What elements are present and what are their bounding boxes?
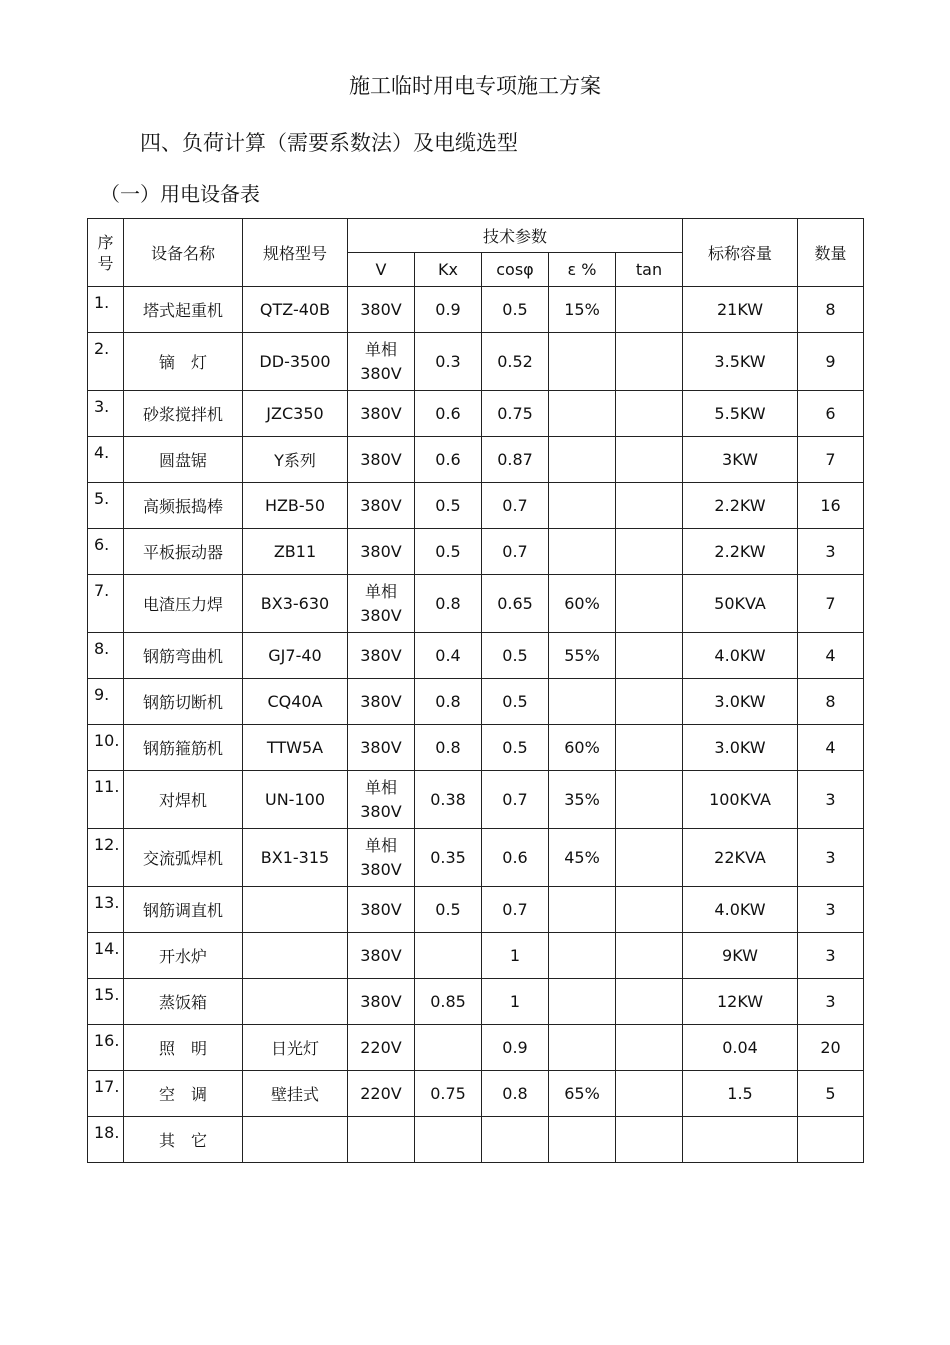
- cos-value: 0.5: [482, 287, 549, 333]
- equipment-name: 蒸饭箱: [124, 979, 243, 1025]
- row-number: 11.: [88, 771, 124, 829]
- row-number: 18.: [88, 1117, 124, 1163]
- row-number: 10.: [88, 725, 124, 771]
- quantity: 9: [798, 333, 864, 391]
- voltage-line1: 380V: [360, 403, 402, 423]
- equipment-name: 钢筋弯曲机: [124, 633, 243, 679]
- tan-value: [616, 829, 683, 887]
- quantity: 3: [798, 979, 864, 1025]
- voltage: [348, 391, 415, 437]
- equipment-name: 塔式起重机: [124, 287, 243, 333]
- voltage-line1: 380V: [360, 691, 402, 711]
- equipment-model: JZC350: [243, 391, 348, 437]
- header-seq-line2: 号: [97, 253, 114, 273]
- tan-value: [616, 979, 683, 1025]
- kx-value: 0.6: [415, 437, 482, 483]
- quantity: 4: [798, 725, 864, 771]
- epsilon-value: [549, 1025, 616, 1071]
- tan-value: [616, 933, 683, 979]
- epsilon-value: 60%: [549, 725, 616, 771]
- voltage: [348, 725, 415, 771]
- table-row: [88, 437, 864, 483]
- kx-value: 0.35: [415, 829, 482, 887]
- equipment-model: HZB-50: [243, 483, 348, 529]
- voltage: [348, 575, 415, 633]
- header-tan: tan: [616, 253, 683, 287]
- row-number: 13.: [88, 887, 124, 933]
- rated-capacity: 100KVA: [683, 771, 798, 829]
- kx-value: 0.8: [415, 725, 482, 771]
- quantity: 3: [798, 771, 864, 829]
- table-row: [88, 287, 864, 333]
- equipment-model: BX3-630: [243, 575, 348, 633]
- quantity: 8: [798, 679, 864, 725]
- equipment-table: [87, 218, 864, 1163]
- equipment-model: [243, 887, 348, 933]
- row-number: 9.: [88, 679, 124, 725]
- tan-value: [616, 679, 683, 725]
- row-number: 5.: [88, 483, 124, 529]
- equipment-model: DD-3500: [243, 333, 348, 391]
- cos-value: 0.7: [482, 887, 549, 933]
- voltage: [348, 887, 415, 933]
- equipment-name: 照 明: [124, 1025, 243, 1071]
- voltage-line1: 380V: [360, 541, 402, 561]
- voltage-line1: 220V: [360, 1037, 402, 1057]
- rated-capacity: 2.2KW: [683, 529, 798, 575]
- epsilon-value: 15%: [549, 287, 616, 333]
- kx-value: [415, 933, 482, 979]
- header-tech-params: 技术参数: [348, 219, 683, 253]
- row-number: 17.: [88, 1071, 124, 1117]
- quantity: 4: [798, 633, 864, 679]
- table-row: [88, 933, 864, 979]
- rated-capacity: 2.2KW: [683, 483, 798, 529]
- voltage: [348, 483, 415, 529]
- kx-value: 0.8: [415, 575, 482, 633]
- quantity: 7: [798, 575, 864, 633]
- rated-capacity: 3.5KW: [683, 333, 798, 391]
- epsilon-value: [549, 933, 616, 979]
- voltage: [348, 633, 415, 679]
- header-voltage: V: [348, 253, 415, 287]
- table-row: [88, 575, 864, 633]
- header-qty: 数量: [798, 219, 864, 287]
- voltage: [348, 933, 415, 979]
- voltage-line2: 380V: [360, 859, 402, 879]
- kx-value: 0.38: [415, 771, 482, 829]
- equipment-model: 日光灯: [243, 1025, 348, 1071]
- voltage-line1: 380V: [360, 495, 402, 515]
- equipment-name: 钢筋调直机: [124, 887, 243, 933]
- kx-value: 0.85: [415, 979, 482, 1025]
- cos-value: 0.65: [482, 575, 549, 633]
- row-number: 8.: [88, 633, 124, 679]
- voltage: [348, 679, 415, 725]
- epsilon-value: 65%: [549, 1071, 616, 1117]
- equipment-name: 钢筋切断机: [124, 679, 243, 725]
- table-row: [88, 1025, 864, 1071]
- voltage-line1: 380V: [360, 991, 402, 1011]
- kx-value: 0.4: [415, 633, 482, 679]
- row-number: 14.: [88, 933, 124, 979]
- cos-value: 0.7: [482, 483, 549, 529]
- quantity: 3: [798, 529, 864, 575]
- kx-value: [415, 1025, 482, 1071]
- equipment-name: 砂浆搅拌机: [124, 391, 243, 437]
- header-seq: [88, 219, 124, 287]
- kx-value: 0.5: [415, 887, 482, 933]
- equipment-model: GJ7-40: [243, 633, 348, 679]
- table-row: [88, 391, 864, 437]
- kx-value: 0.8: [415, 679, 482, 725]
- voltage: [348, 1117, 415, 1163]
- epsilon-value: [549, 979, 616, 1025]
- voltage-line2: 380V: [360, 605, 402, 625]
- header-epsilon: ε %: [549, 253, 616, 287]
- rated-capacity: 4.0KW: [683, 633, 798, 679]
- cos-value: 0.87: [482, 437, 549, 483]
- voltage: [348, 287, 415, 333]
- equipment-name: 电渣压力焊: [124, 575, 243, 633]
- epsilon-value: [549, 333, 616, 391]
- row-number: 15.: [88, 979, 124, 1025]
- table-row: [88, 887, 864, 933]
- equipment-model: [243, 933, 348, 979]
- epsilon-value: 60%: [549, 575, 616, 633]
- epsilon-value: [549, 391, 616, 437]
- tan-value: [616, 287, 683, 333]
- voltage-line2: 380V: [360, 801, 402, 821]
- voltage: [348, 979, 415, 1025]
- document-title: 施工临时用电专项施工方案: [349, 74, 601, 98]
- voltage: [348, 829, 415, 887]
- tan-value: [616, 633, 683, 679]
- voltage-line1: 380V: [360, 737, 402, 757]
- cos-value: 0.5: [482, 633, 549, 679]
- quantity: 8: [798, 287, 864, 333]
- cos-value: 0.6: [482, 829, 549, 887]
- rated-capacity: 0.04: [683, 1025, 798, 1071]
- header-name: 设备名称: [124, 219, 243, 287]
- voltage-line1: 单相: [364, 581, 397, 601]
- tan-value: [616, 333, 683, 391]
- kx-value: 0.3: [415, 333, 482, 391]
- epsilon-value: 45%: [549, 829, 616, 887]
- epsilon-value: [549, 887, 616, 933]
- header-capacity: 标称容量: [683, 219, 798, 287]
- epsilon-value: [549, 483, 616, 529]
- kx-value: 0.5: [415, 529, 482, 575]
- quantity: 3: [798, 887, 864, 933]
- cos-value: 1: [482, 933, 549, 979]
- voltage-line2: 380V: [360, 363, 402, 383]
- tan-value: [616, 529, 683, 575]
- equipment-name: 平板振动器: [124, 529, 243, 575]
- cos-value: 0.52: [482, 333, 549, 391]
- tan-value: [616, 1117, 683, 1163]
- equipment-name: 空 调: [124, 1071, 243, 1117]
- equipment-name: 开水炉: [124, 933, 243, 979]
- equipment-name: 高频振捣棒: [124, 483, 243, 529]
- tan-value: [616, 1071, 683, 1117]
- equipment-model: ZB11: [243, 529, 348, 575]
- row-number: 2.: [88, 333, 124, 391]
- epsilon-value: [549, 437, 616, 483]
- rated-capacity: 9KW: [683, 933, 798, 979]
- row-number: 4.: [88, 437, 124, 483]
- tan-value: [616, 771, 683, 829]
- table-row: [88, 529, 864, 575]
- quantity: 3: [798, 933, 864, 979]
- equipment-model: TTW5A: [243, 725, 348, 771]
- rated-capacity: 4.0KW: [683, 887, 798, 933]
- voltage: [348, 1025, 415, 1071]
- cos-value: 0.7: [482, 529, 549, 575]
- quantity: [798, 1117, 864, 1163]
- equipment-model: QTZ-40B: [243, 287, 348, 333]
- table-row: [88, 633, 864, 679]
- tan-value: [616, 887, 683, 933]
- equipment-name: 交流弧焊机: [124, 829, 243, 887]
- voltage-line1: 380V: [360, 449, 402, 469]
- voltage: [348, 529, 415, 575]
- table-row: [88, 771, 864, 829]
- rated-capacity: 50KVA: [683, 575, 798, 633]
- rated-capacity: 12KW: [683, 979, 798, 1025]
- cos-value: 0.8: [482, 1071, 549, 1117]
- table-row: [88, 979, 864, 1025]
- epsilon-value: [549, 1117, 616, 1163]
- voltage-line1: 380V: [360, 299, 402, 319]
- voltage-line1: 380V: [360, 945, 402, 965]
- cos-value: 0.75: [482, 391, 549, 437]
- row-number: 1.: [88, 287, 124, 333]
- cos-value: 0.7: [482, 771, 549, 829]
- table-row: [88, 829, 864, 887]
- kx-value: 0.6: [415, 391, 482, 437]
- table-row: [88, 483, 864, 529]
- quantity: 3: [798, 829, 864, 887]
- voltage-line1: 单相: [364, 835, 397, 855]
- equipment-model: [243, 1117, 348, 1163]
- tan-value: [616, 725, 683, 771]
- equipment-model: [243, 979, 348, 1025]
- rated-capacity: 21KW: [683, 287, 798, 333]
- header-kx: Kx: [415, 253, 482, 287]
- table-row: [88, 1117, 864, 1163]
- header-seq-line1: 序: [97, 232, 114, 252]
- table-row: [88, 725, 864, 771]
- table-row: [88, 333, 864, 391]
- rated-capacity: 5.5KW: [683, 391, 798, 437]
- equipment-name: 圆盘锯: [124, 437, 243, 483]
- header-model: 规格型号: [243, 219, 348, 287]
- cos-value: 1: [482, 979, 549, 1025]
- epsilon-value: 55%: [549, 633, 616, 679]
- voltage: [348, 437, 415, 483]
- equipment-model: CQ40A: [243, 679, 348, 725]
- voltage-line1: 220V: [360, 1083, 402, 1103]
- equipment-name: 其 它: [124, 1117, 243, 1163]
- row-number: 16.: [88, 1025, 124, 1071]
- voltage-line1: 380V: [360, 899, 402, 919]
- equipment-model: Y系列: [243, 437, 348, 483]
- equipment-model: UN-100: [243, 771, 348, 829]
- kx-value: [415, 1117, 482, 1163]
- quantity: 16: [798, 483, 864, 529]
- quantity: 5: [798, 1071, 864, 1117]
- epsilon-value: [549, 529, 616, 575]
- voltage-line1: 单相: [364, 339, 397, 359]
- kx-value: 0.9: [415, 287, 482, 333]
- tan-value: [616, 391, 683, 437]
- equipment-table-body: [88, 287, 864, 1163]
- quantity: 6: [798, 391, 864, 437]
- equipment-model: 壁挂式: [243, 1071, 348, 1117]
- rated-capacity: 3.0KW: [683, 679, 798, 725]
- subsection-title: （一）用电设备表: [100, 182, 260, 206]
- rated-capacity: 1.5: [683, 1071, 798, 1117]
- tan-value: [616, 575, 683, 633]
- epsilon-value: 35%: [549, 771, 616, 829]
- voltage-line1: 单相: [364, 777, 397, 797]
- cos-value: 0.9: [482, 1025, 549, 1071]
- row-number: 6.: [88, 529, 124, 575]
- equipment-model: BX1-315: [243, 829, 348, 887]
- tan-value: [616, 483, 683, 529]
- rated-capacity: 3KW: [683, 437, 798, 483]
- row-number: 7.: [88, 575, 124, 633]
- section-title: 四、负荷计算（需要系数法）及电缆选型: [140, 131, 518, 155]
- header-cos: cosφ: [482, 253, 549, 287]
- rated-capacity: 3.0KW: [683, 725, 798, 771]
- voltage-line1: 380V: [360, 645, 402, 665]
- quantity: 7: [798, 437, 864, 483]
- cos-value: [482, 1117, 549, 1163]
- kx-value: 0.75: [415, 1071, 482, 1117]
- voltage: [348, 333, 415, 391]
- rated-capacity: 22KVA: [683, 829, 798, 887]
- equipment-name: 镝 灯: [124, 333, 243, 391]
- rated-capacity: [683, 1117, 798, 1163]
- tan-value: [616, 437, 683, 483]
- voltage: [348, 1071, 415, 1117]
- table-row: [88, 1071, 864, 1117]
- row-number: 3.: [88, 391, 124, 437]
- kx-value: 0.5: [415, 483, 482, 529]
- table-row: [88, 679, 864, 725]
- equipment-name: 对焊机: [124, 771, 243, 829]
- equipment-name: 钢筋箍筋机: [124, 725, 243, 771]
- row-number: 12.: [88, 829, 124, 887]
- epsilon-value: [549, 679, 616, 725]
- cos-value: 0.5: [482, 679, 549, 725]
- cos-value: 0.5: [482, 725, 549, 771]
- quantity: 20: [798, 1025, 864, 1071]
- voltage: [348, 771, 415, 829]
- tan-value: [616, 1025, 683, 1071]
